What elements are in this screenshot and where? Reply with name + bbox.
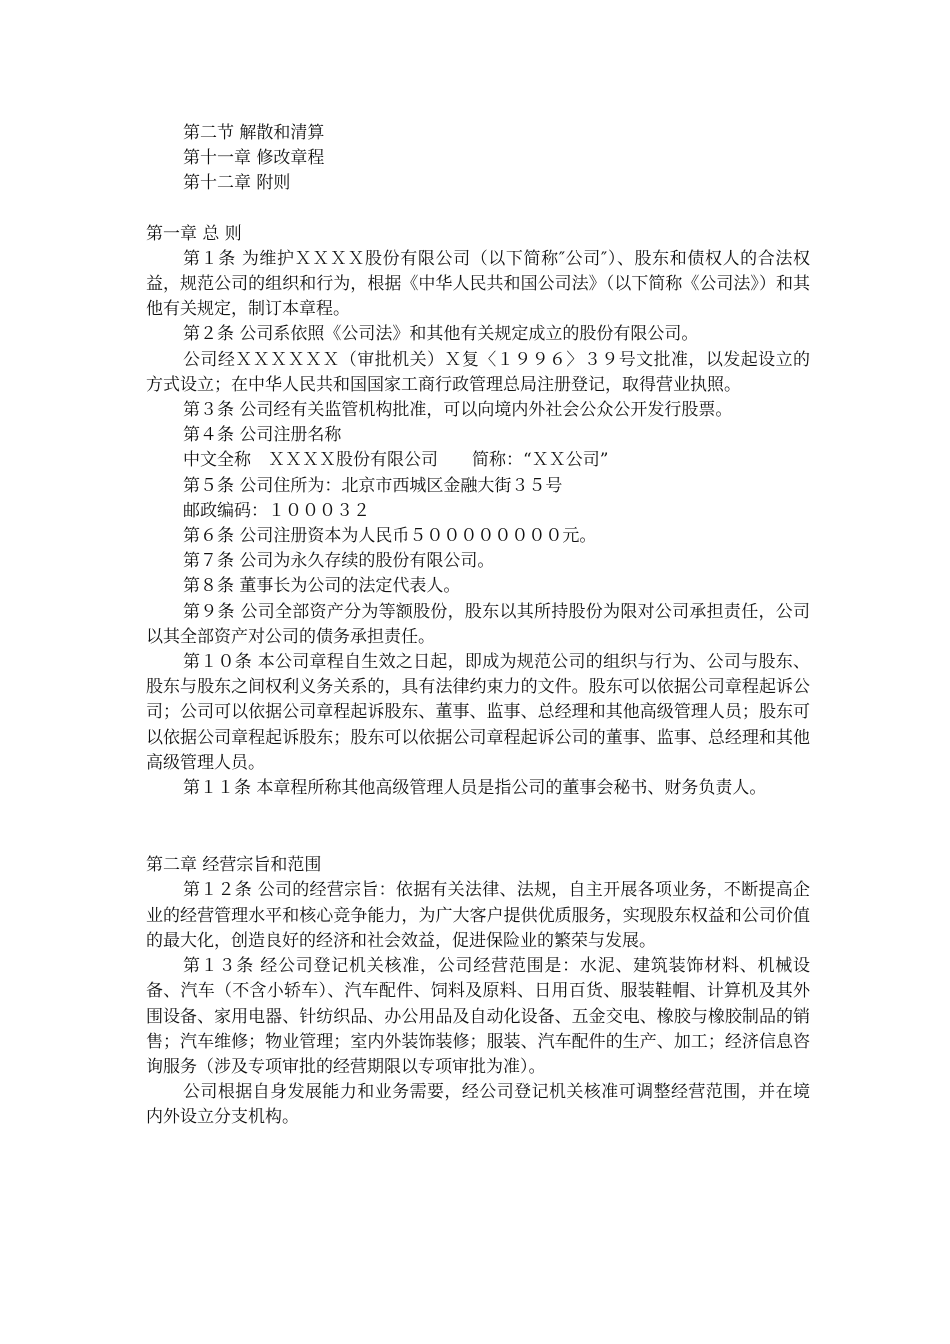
- article-13: 第１３条 经公司登记机关核准，公司经营范围是：水泥、建筑装饰材料、机械设备、汽车（不含小轿车）、汽车配件、饲料及原料、日用百货、服装鞋帽、计算机及其外围设备、家用电器、针纺织品、办公用品及自动化设备、五金交电、橡胶与橡胶制品的销售；汽车维修；物业管理；室内外装饰装修；服装、汽车配件的生产、加工；经济信息咨询服务（涉及专项审批的经营期限以专项审批为准）。: [146, 956, 810, 1077]
- article-11: 第１１条 本章程所称其他高级管理人员是指公司的董事会秘书、财务负责人。: [183, 778, 767, 799]
- article-8: 第８条 董事长为公司的法定代表人。: [183, 576, 461, 597]
- chapter-2: [146, 853, 810, 1130]
- chapter-title: 第二章 经营宗旨和范围: [146, 855, 322, 876]
- toc-item: 第十二章 附则: [183, 173, 291, 194]
- toc-item: 第二节 解散和清算: [183, 123, 325, 143]
- article-6: 第６条 公司注册资本为人民币５００００００００元。: [183, 526, 597, 547]
- article-4: 第４条 公司注册名称: [183, 425, 342, 446]
- toc-item: 第十一章 修改章程: [183, 148, 325, 169]
- article-7: 第７条 公司为永久存续的股份有限公司。: [183, 551, 495, 572]
- article-3: 第３条 公司经有关监管机构批准，可以向境内外社会公众公开发行股票。: [183, 400, 733, 421]
- article-1: 第１条 为维护ＸＸＸＸ股份有限公司（以下简称″公司″）、股东和债权人的合法权益，规范公司的组织和行为，根据《中华人民共和国公司法》（以下简称《公司法》）和其他有关规定，制订本章程。: [146, 248, 810, 320]
- article-10: 第１０条 本公司章程自生效之日起，即成为规范公司的组织与行为、公司与股东、股东与股东之间权利义务关系的，具有法律约束力的文件。股东可以依据公司章程起诉公司；公司可以依据公司章程起诉股东、董事、监事、总经理和其他高级管理人员；股东可以依据公司章程起诉股东；股东可以依据公司章程起诉公司的董事、监事、总经理和其他高级管理人员。: [146, 652, 810, 773]
- chapter-1: [146, 222, 810, 802]
- scope-adjustment-paragraph: 公司根据自身发展能力和业务需要，经公司登记机关核准可调整经营范围，并在境内外设立分支机构。: [146, 1082, 810, 1128]
- company-name-line: 中文全称 ＸＸＸＸ股份有限公司 简称：“ＸＸ公司”: [183, 450, 609, 471]
- article-12: 第１２条 公司的经营宗旨：依据有关法律、法规，自主开展各项业务，不断提高企业的经营管理水平和核心竞争能力，为广大客户提供优质服务，实现股东权益和公司价值的最大化，创造良好的经济和社会效益，促进保险业的繁荣与发展。: [146, 880, 810, 951]
- postal-code-line: 邮政编码：１０００３２: [183, 500, 370, 521]
- chapter-title: 第一章 总 则: [146, 223, 242, 244]
- article-2: 第２条 公司系依照《公司法》和其他有关规定成立的股份有限公司。: [183, 324, 699, 345]
- article-5: 第５条 公司住所为：北京市西城区金融大街３５号: [183, 475, 563, 496]
- document-page: [146, 121, 810, 1131]
- approval-paragraph: 公司经ＸＸＸＸＸＸ（审批机关）Ｘ复〈１９９６〉３９号文批准，以发起设立的方式设立；在中华人民共和国国家工商行政管理总局注册登记，取得营业执照。: [146, 349, 810, 395]
- table-of-contents: [146, 121, 810, 197]
- article-9: 第９条 公司全部资产分为等额股份，股东以其所持股份为限对公司承担责任，公司以其全部资产对公司的债务承担责任。: [146, 601, 810, 647]
